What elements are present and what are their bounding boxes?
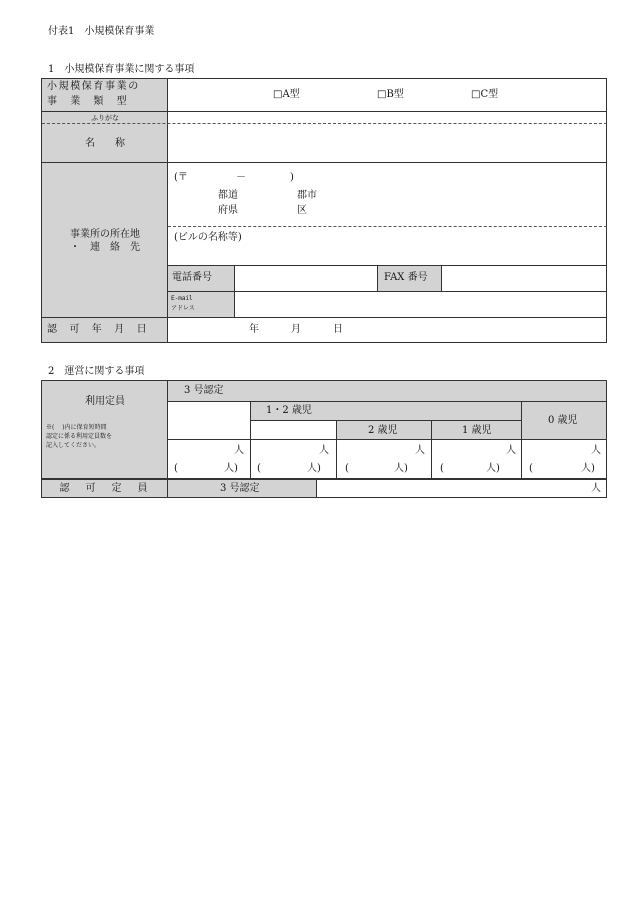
approved-capacity-label: 認 可 定 員 xyxy=(59,483,151,494)
paren-person: 人) xyxy=(224,463,238,474)
person-unit: 人 xyxy=(591,445,601,456)
postal-dash: － xyxy=(236,172,246,183)
furigana-field[interactable] xyxy=(168,112,607,123)
postal-close: ) xyxy=(290,172,294,183)
day-char: 日 xyxy=(333,324,343,335)
section2-heading: 2 運営に関する事項 xyxy=(48,366,145,377)
paren-open: ( xyxy=(257,463,261,474)
address-field[interactable] xyxy=(168,163,607,226)
postal-mark: (〒 xyxy=(174,172,188,183)
paren-open: ( xyxy=(345,463,349,474)
person-unit: 人 xyxy=(234,445,244,456)
email-label-line1: E-mail xyxy=(171,295,193,302)
person-unit: 人 xyxy=(415,445,425,456)
document-title: 付表1 小規模保育事業 xyxy=(48,26,155,37)
furigana-label: ふりがな xyxy=(91,114,119,122)
type-label-line1: 小規模保育事業の xyxy=(47,81,140,92)
paren-person: 人) xyxy=(581,463,595,474)
capacity-label: 利用定員 xyxy=(85,396,125,407)
person-unit: 人 xyxy=(319,445,329,456)
age12-header: 1・2 歳児 xyxy=(266,405,312,416)
city-line2: 区 xyxy=(297,205,307,216)
address-label-line1: 事業所の所在地 xyxy=(70,229,140,240)
building-label: (ビルの名称等) xyxy=(174,232,242,243)
paren-person: 人) xyxy=(394,463,408,474)
prefecture-line2: 府県 xyxy=(218,205,238,216)
type-label-line2: 事 業 類 型 xyxy=(47,96,129,107)
capacity-note-line1: ※( )内に保育短時間 xyxy=(46,424,107,431)
paren-open: ( xyxy=(174,463,178,474)
email-field[interactable] xyxy=(235,292,607,317)
option-type-a[interactable]: □A型 xyxy=(273,89,300,100)
fax-label: FAX 番号 xyxy=(384,272,428,283)
person-unit: 人 xyxy=(506,445,516,456)
city-line1: 郡市 xyxy=(297,190,317,201)
age0-header: 0 歳児 xyxy=(548,415,578,426)
address-label-line2: ・ 連 絡 先 xyxy=(70,242,140,253)
fax-field[interactable] xyxy=(442,266,607,291)
paren-open: ( xyxy=(440,463,444,474)
approval-date-label: 認 可 年 月 日 xyxy=(47,324,148,335)
paren-open: ( xyxy=(529,463,533,474)
approved-cert3-label: 3 号認定 xyxy=(220,483,260,494)
building-field[interactable] xyxy=(168,227,607,265)
age1-header: 1 歳児 xyxy=(462,425,492,436)
approved-unit: 人 xyxy=(591,483,601,494)
age2-header: 2 歳児 xyxy=(368,425,398,436)
section1-heading: 1 小規模保育事業に関する事項 xyxy=(48,64,195,75)
year-char: 年 xyxy=(249,324,259,335)
approval-date-field[interactable] xyxy=(168,318,607,342)
option-type-b[interactable]: □B型 xyxy=(377,89,404,100)
name-field[interactable] xyxy=(168,124,607,162)
capacity-note-line3: 記入してください。 xyxy=(46,442,101,449)
capacity-note-line2: 認定に係る利用定員数を xyxy=(46,433,113,440)
approved-capacity-field[interactable] xyxy=(317,480,607,498)
email-label-line2: アドレス xyxy=(171,305,195,312)
cert3-header: 3 号認定 xyxy=(184,385,224,396)
prefecture-line1: 都道 xyxy=(218,190,238,201)
paren-person: 人) xyxy=(486,463,500,474)
month-char: 月 xyxy=(291,324,301,335)
option-type-c[interactable]: □C型 xyxy=(471,89,499,100)
phone-label: 電話番号 xyxy=(172,272,212,283)
paren-person: 人) xyxy=(307,463,321,474)
phone-field[interactable] xyxy=(235,266,377,291)
name-label: 名 称 xyxy=(85,138,125,149)
